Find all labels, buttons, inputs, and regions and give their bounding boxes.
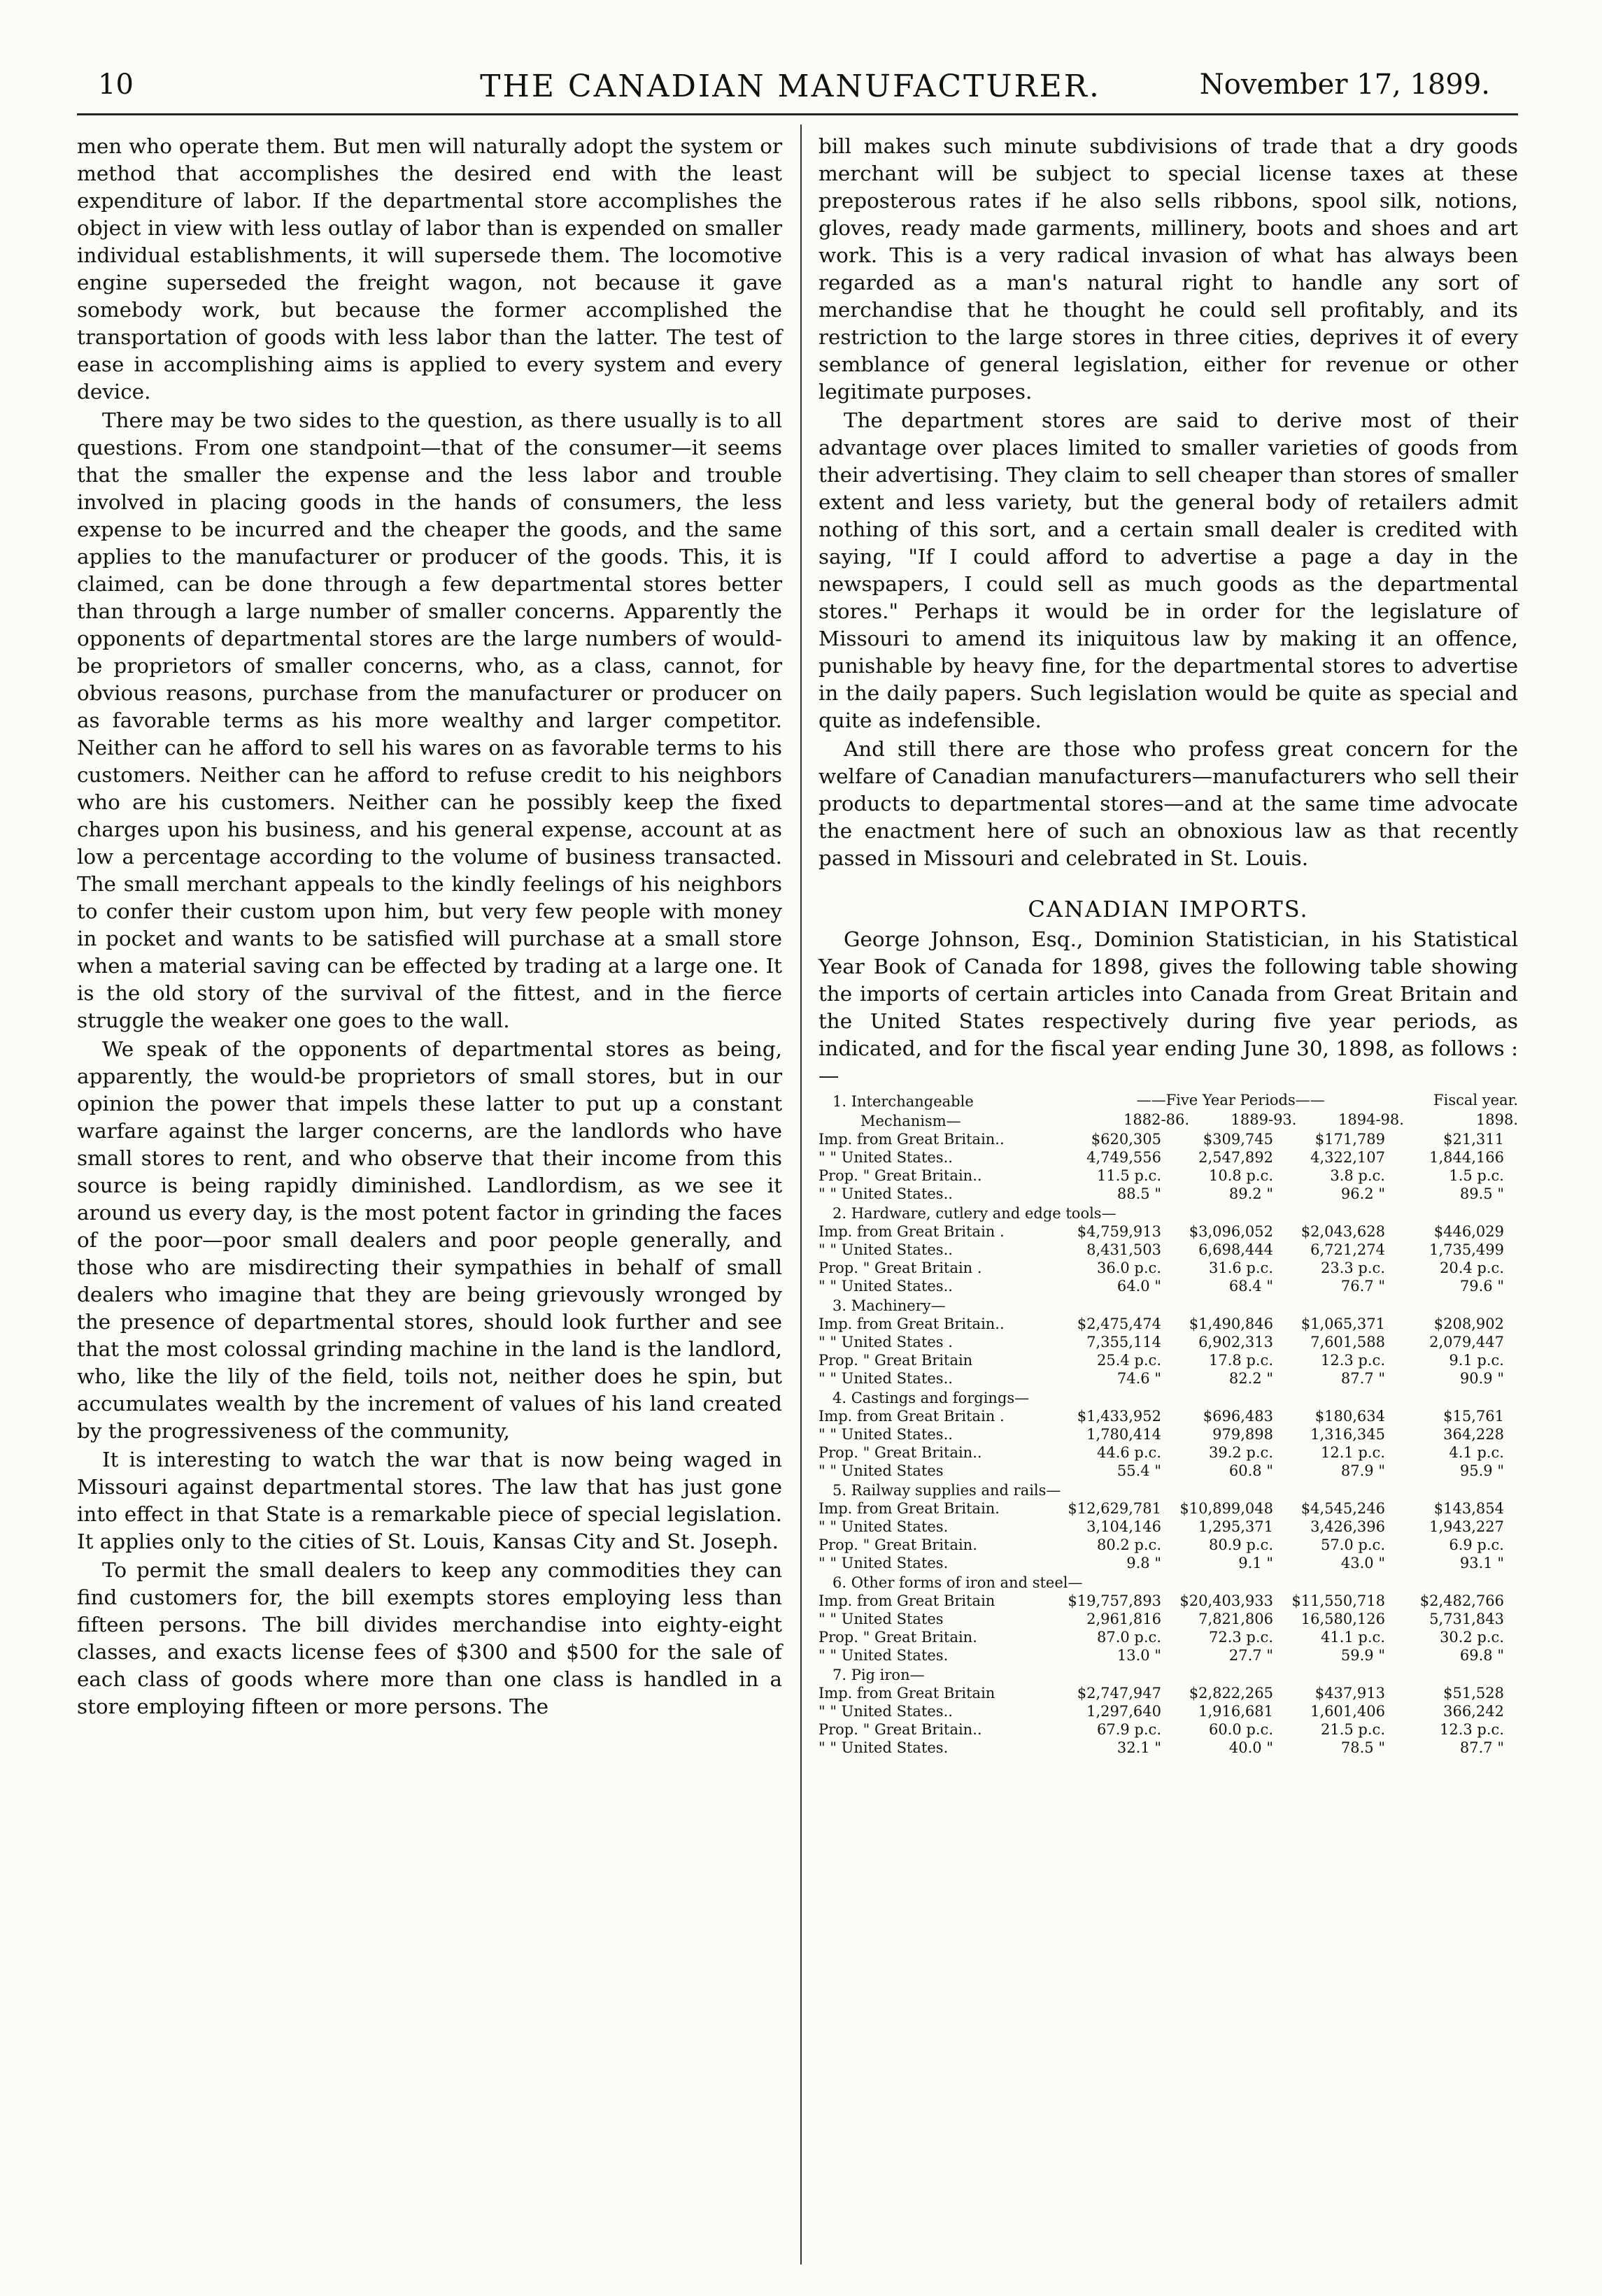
table-cell: 95.9 "	[1459, 1462, 1504, 1479]
row-label: " " United States.	[818, 1518, 949, 1535]
table-cell: 72.3 p.c.	[1209, 1629, 1273, 1646]
table-cell: $446,029	[1433, 1223, 1504, 1240]
row-label: Prop. " Great Britain.	[818, 1536, 977, 1553]
table-cell: $208,902	[1433, 1315, 1504, 1332]
table-cell: 25.4 p.c.	[1097, 1352, 1161, 1369]
table-row	[818, 1222, 1518, 1241]
row-label: Imp. from Great Britain .	[818, 1408, 1005, 1425]
table-cell: 3.8 p.c.	[1330, 1167, 1385, 1184]
table-cell: 67.9 p.c.	[1097, 1721, 1161, 1738]
table-row	[818, 1277, 1518, 1295]
table-cell: 27.7 "	[1228, 1647, 1273, 1664]
category-heading: 3. Machinery—	[832, 1297, 946, 1314]
table-cell: $1,433,952	[1077, 1408, 1161, 1425]
category-heading: 6. Other forms of iron and steel—	[832, 1574, 1083, 1591]
table-cell: 23.3 p.c.	[1321, 1260, 1385, 1276]
table-row	[818, 1720, 1518, 1739]
table-cell: 40.0 "	[1228, 1739, 1273, 1756]
table-cell: 59.9 "	[1340, 1647, 1385, 1664]
article-paragraph: bill makes such minute subdivisions of trade that a dry goods merchant will be subject to special license taxes at these preposterous rates if he also sells ribbons, spool silk, notions, gloves, ready made garments, millinery, boots and shoes and art work. This is a very radical invasion of what has always been regarded as a man's natural right to handle any sort of merchandise that he thought he could sell profitably, and its restriction to the large stores in three cities, deprives it of every semblance of general legislation, either for revenue or other legitimate purposes.	[818, 134, 1518, 404]
table-cell: 41.1 p.c.	[1321, 1629, 1385, 1646]
table-cell: $19,757,893	[1068, 1592, 1161, 1609]
table-cell: $696,483	[1203, 1408, 1273, 1425]
table-row	[818, 1369, 1518, 1388]
table-row	[818, 1499, 1518, 1518]
table-cell: 1,916,681	[1198, 1703, 1273, 1720]
table-cell: 364,228	[1443, 1426, 1504, 1443]
row-label: Imp. from Great Britain .	[818, 1223, 1005, 1240]
article-paragraph: men who operate them. But men will naturally adopt the system or method that accomplishes the desired end with the least expenditure of labor. If the departmental store accomplishes the object in view with less outlay of labor than is expended on smaller individual establishments, it will supersede them. The locomotive engine superseded the freight wagon, not because it gave somebody work, but because the former accomplished the transportation of goods with less labor than the latter. The test of ease in accomplishing aims is applied to every system and every device.	[77, 134, 782, 404]
table-row	[818, 1333, 1518, 1351]
table-cell: 17.8 p.c.	[1209, 1352, 1273, 1369]
category-heading: 2. Hardware, cutlery and edge tools—	[832, 1205, 1117, 1222]
table-cell: 4.1 p.c.	[1449, 1444, 1504, 1461]
table-cell: $11,550,718	[1291, 1592, 1385, 1609]
row-label: " " United States..	[818, 1241, 953, 1258]
table-cell: 12.1 p.c.	[1321, 1444, 1385, 1461]
table-cell: 55.4 "	[1117, 1462, 1161, 1479]
table-row	[818, 1739, 1518, 1757]
table-cell: 366,242	[1443, 1703, 1504, 1720]
table-cell: 7,821,806	[1198, 1611, 1273, 1627]
table-cell: 1.5 p.c.	[1449, 1167, 1504, 1184]
imports-intro: George Johnson, Esq., Dominion Statistician, in his Statistical Year Book of Canada for 1898, gives the following table showing the imports of certain articles into Canada from Great Britain and the United States respectively during five year periods, as indicated, and for the fiscal year ending June 30, 1898, as follows :—	[818, 927, 1518, 1088]
table-row	[818, 1592, 1518, 1610]
article-paragraph: And still there are those who profess great concern for the welfare of Canadian manufacturers—manufacturers who sell their products to departmental stores—and at the same time advocate the enactment here of such an obnoxious law as that recently passed in Missouri and celebrated in St. Louis.	[818, 737, 1518, 870]
imports-table	[818, 1091, 1518, 1757]
table-cell: 78.5 "	[1340, 1739, 1385, 1756]
header-rule	[77, 113, 1518, 115]
table-cell: 2,079,447	[1429, 1334, 1504, 1350]
table-row	[818, 1462, 1518, 1480]
table-row	[818, 1536, 1518, 1554]
table-row	[818, 1241, 1518, 1259]
table-cell: 43.0 "	[1340, 1555, 1385, 1571]
table-cell: 2,547,892	[1198, 1149, 1273, 1166]
table-row	[818, 1185, 1518, 1203]
table-cell: 5,731,843	[1429, 1611, 1504, 1627]
row-label: " " United States.	[818, 1739, 949, 1756]
article-paragraph: The department stores are said to derive most of their advantage over places limited to smaller varieties of goods from their advertising. They claim to sell cheaper than stores of smaller extent and less variety, but the general body of retailers admit nothing of this sort, and a certain small dealer is credited with saying, "If I could afford to advertise a page a day in the newspapers, I could sell as much goods as the departmental stores." Perhaps it would be in order for the legislature of Missouri to amend its iniquitous law by making it an offence, punishable by heavy fine, for the departmental stores to advertise in the daily papers. Such legislation would be quite as special and quite as indefensible.	[818, 408, 1518, 732]
table-cell: $21,311	[1443, 1131, 1504, 1148]
table-cell: $4,545,246	[1300, 1500, 1385, 1517]
table-cell: 57.0 p.c.	[1321, 1536, 1385, 1553]
row-label: " " United States..	[818, 1278, 953, 1295]
period-group-header: ——Five Year Periods——	[1136, 1092, 1325, 1108]
row-label: Prop. " Great Britain.	[818, 1629, 977, 1646]
table-cell: 87.0 p.c.	[1097, 1629, 1161, 1646]
table-cell: 39.2 p.c.	[1209, 1444, 1273, 1461]
table-cell: $10,899,048	[1179, 1500, 1273, 1517]
table-cell: $180,634	[1314, 1408, 1385, 1425]
table-cell: 60.0 p.c.	[1209, 1721, 1273, 1738]
issue-date: November 17, 1899.	[1199, 69, 1490, 101]
table-cell: 89.2 "	[1228, 1185, 1273, 1202]
table-cell: $309,745	[1203, 1131, 1273, 1148]
table-cell: 64.0 "	[1117, 1278, 1161, 1295]
table-cell: $171,789	[1314, 1131, 1385, 1148]
table-cell: 11.5 p.c.	[1097, 1167, 1161, 1184]
row-label: " " United States..	[818, 1185, 953, 1202]
table-row	[818, 1407, 1518, 1425]
table-cell: 1,316,345	[1310, 1426, 1385, 1443]
table-row	[818, 1148, 1518, 1167]
table-cell: $51,528	[1443, 1685, 1504, 1702]
table-row	[818, 1610, 1518, 1628]
period-header: 1894-98.	[1338, 1111, 1404, 1128]
table-row	[818, 1167, 1518, 1185]
table-cell: 8,431,503	[1086, 1241, 1161, 1258]
table-cell: $1,490,846	[1189, 1315, 1273, 1332]
table-cell: $2,482,766	[1419, 1592, 1504, 1609]
table-cell: 68.4 "	[1228, 1278, 1273, 1295]
table-cell: 74.6 "	[1117, 1370, 1161, 1387]
row-label: Imp. from Great Britain..	[818, 1315, 1005, 1332]
table-cell: 9.1 p.c.	[1449, 1352, 1504, 1369]
right-column	[818, 133, 1518, 1757]
table-cell: 21.5 p.c.	[1321, 1721, 1385, 1738]
table-cell: 93.1 "	[1459, 1555, 1504, 1571]
row-label: " " United States.	[818, 1555, 949, 1571]
left-column	[77, 133, 782, 1720]
table-cell: 3,426,396	[1310, 1518, 1385, 1535]
table-row	[818, 1628, 1518, 1646]
row-label: Prop. " Great Britain..	[818, 1721, 982, 1738]
row-label: Prop. " Great Britain .	[818, 1260, 982, 1276]
period-header: 1889-93.	[1231, 1111, 1297, 1128]
table-row	[818, 1259, 1518, 1277]
category-label: 1. Interchangeable	[832, 1093, 974, 1110]
table-row	[818, 1646, 1518, 1664]
table-cell: 44.6 p.c.	[1097, 1444, 1161, 1461]
table-cell: 979,898	[1212, 1426, 1273, 1443]
article-paragraph: There may be two sides to the question, as there usually is to all questions. From one standpoint—that of the consumer—it seems that the smaller the expense and the less labor and trouble involved in placing goods in the hands of consumers, the less expense to be incurred and the cheaper the goods, and the same applies to the manufacturer or producer of the goods. This, it is claimed, can be done through a few departmental stores better than through a large number of smaller concerns. Apparently the opponents of departmental stores are the large numbers of would-be proprietors of smaller concerns, who, as a class, cannot, for obvious reasons, purchase from the manufacturer or producer on as favorable terms as his more wealthy and larger competitor. Neither can he afford to sell his wares on as favorable terms to his customers. Neither can he afford to refuse credit to his neighbors who are his customers. Neither can he possibly keep the fixed charges upon his business, and his general expense, account at as low a percentage according to the volume of business transacted. The small merchant appeals to the kindly feelings of his neighbors to confer their custom upon him, but very few people with money in pocket and wants to be satisfied will purchase at a small store when a material saving can be effected by trading at a large one. It is the old story of the survival of the fittest, and in the fierce struggle the weaker one goes to the wall.	[77, 408, 782, 1032]
table-cell: 1,780,414	[1086, 1426, 1161, 1443]
publication-title: THE CANADIAN MANUFACTURER.	[480, 69, 1101, 104]
table-cell: $1,065,371	[1300, 1315, 1385, 1332]
table-cell: $15,761	[1443, 1408, 1504, 1425]
table-cell: 1,297,640	[1086, 1703, 1161, 1720]
table-cell: 36.0 p.c.	[1097, 1260, 1161, 1276]
category-heading: 4. Castings and forgings—	[832, 1390, 1030, 1406]
table-cell: 89.5 "	[1459, 1185, 1504, 1202]
table-cell: 88.5 "	[1117, 1185, 1161, 1202]
table-cell: 4,749,556	[1086, 1149, 1161, 1166]
table-cell: 6,698,444	[1198, 1241, 1273, 1258]
table-row	[818, 1684, 1518, 1702]
table-cell: 12.3 p.c.	[1321, 1352, 1385, 1369]
row-label: Imp. from Great Britain.	[818, 1500, 1000, 1517]
table-cell: 7,355,114	[1086, 1334, 1161, 1350]
table-cell: $2,747,947	[1077, 1685, 1161, 1702]
table-cell: $3,096,052	[1189, 1223, 1273, 1240]
imports-body	[818, 1130, 1518, 1757]
table-cell: 6,721,274	[1310, 1241, 1385, 1258]
table-cell: 80.2 p.c.	[1097, 1536, 1161, 1553]
section-title: CANADIAN IMPORTS.	[1028, 896, 1309, 922]
row-label: " " United States .	[818, 1334, 953, 1350]
row-label: Imp. from Great Britain..	[818, 1131, 1005, 1148]
table-cell: 9.1 "	[1238, 1555, 1273, 1571]
table-cell: 87.9 "	[1340, 1462, 1385, 1479]
category-heading: 5. Railway supplies and rails—	[832, 1482, 1061, 1499]
table-cell: 10.8 p.c.	[1209, 1167, 1273, 1184]
table-cell: 1,943,227	[1429, 1518, 1504, 1535]
table-cell: $2,475,474	[1077, 1315, 1161, 1332]
table-row	[818, 1554, 1518, 1572]
table-cell: 9.8 "	[1126, 1555, 1161, 1571]
table-cell: 32.1 "	[1117, 1739, 1161, 1756]
article-paragraph: It is interesting to watch the war that is now being waged in Missouri against departmental stores. The law that has just gone into effect in that State is a remarkable piece of special legislation. It applies only to the cities of St. Louis, Kansas City and St. Joseph.	[77, 1448, 782, 1553]
table-cell: 96.2 "	[1340, 1185, 1385, 1202]
table-cell: 87.7 "	[1459, 1739, 1504, 1756]
table-cell: $20,403,933	[1179, 1592, 1273, 1609]
page-number: 10	[98, 69, 134, 101]
table-cell: $620,305	[1091, 1131, 1161, 1148]
table-row	[818, 1315, 1518, 1333]
table-cell: 1,601,406	[1310, 1703, 1385, 1720]
table-cell: $2,043,628	[1300, 1223, 1385, 1240]
row-label: Prop. " Great Britain	[818, 1352, 973, 1369]
article-paragraph: We speak of the opponents of departmental stores as being, apparently, the would-be proprietors of small stores, but in our opinion the power that impels these latter to put up a constant warfare against the larger concerns, are the landlords who have small stores to rent, and who observe that their income from this source is being rapidly diminished. Landlordism, as we see it around us every day, is the most potent factor in grinding the faces of the poor—poor small dealers and poor people generally, and those who are misdirecting their sympathies in behalf of small dealers who imagine that they are being grievously wronged by the presence of departmental stores, should look further and see that the most colossal grinding machine in the land is the landlord, who, like the lily of the field, toils not, neither does he spin, but accumulates wealth by the increment of values of his land created by the progressiveness of the community,	[77, 1037, 782, 1443]
table-row	[818, 1130, 1518, 1148]
table-row	[818, 1443, 1518, 1462]
row-label: " " United States..	[818, 1426, 953, 1443]
row-label: " " United States	[818, 1462, 944, 1479]
table-cell: 1,295,371	[1198, 1518, 1273, 1535]
table-cell: $437,913	[1314, 1685, 1385, 1702]
table-cell: $143,854	[1433, 1500, 1504, 1517]
category-label-cont: Mechanism—	[860, 1113, 961, 1129]
table-cell: 87.7 "	[1340, 1370, 1385, 1387]
row-label: " " United States.	[818, 1647, 949, 1664]
table-cell: 12.3 p.c.	[1440, 1721, 1504, 1738]
table-cell: 1,735,499	[1429, 1241, 1504, 1258]
row-label: Imp. from Great Britain	[818, 1685, 995, 1702]
table-header-row	[818, 1091, 1518, 1111]
table-cell: 30.2 p.c.	[1440, 1629, 1504, 1646]
table-cell: 31.6 p.c.	[1209, 1260, 1273, 1276]
row-label: " " United States..	[818, 1703, 953, 1720]
table-cell: $4,759,913	[1077, 1223, 1161, 1240]
table-row	[818, 1425, 1518, 1443]
period-header: 1898.	[1475, 1111, 1518, 1128]
period-header: 1882-86.	[1123, 1111, 1189, 1128]
row-label: " " United States	[818, 1611, 944, 1627]
table-cell: 16,580,126	[1300, 1611, 1385, 1627]
table-cell: 20.4 p.c.	[1440, 1260, 1504, 1276]
fiscal-header: Fiscal year.	[1433, 1092, 1519, 1108]
table-cell: 4,322,107	[1310, 1149, 1385, 1166]
table-cell: $12,629,781	[1068, 1500, 1161, 1517]
table-cell: 79.6 "	[1459, 1278, 1504, 1295]
table-row	[818, 1702, 1518, 1720]
table-cell: 7,601,588	[1310, 1334, 1385, 1350]
table-cell: 6,902,313	[1198, 1334, 1273, 1350]
row-label: Prop. " Great Britain..	[818, 1167, 982, 1184]
table-cell: $2,822,265	[1189, 1685, 1273, 1702]
table-cell: 13.0 "	[1117, 1647, 1161, 1664]
table-cell: 80.9 p.c.	[1209, 1536, 1273, 1553]
column-divider	[800, 124, 802, 2265]
table-cell: 2,961,816	[1086, 1611, 1161, 1627]
row-label: " " United States..	[818, 1149, 953, 1166]
table-cell: 6.9 p.c.	[1449, 1536, 1504, 1553]
page-header	[91, 69, 1490, 104]
table-cell: 90.9 "	[1459, 1370, 1504, 1387]
table-header-row	[818, 1111, 1518, 1130]
table-row	[818, 1518, 1518, 1536]
table-cell: 82.2 "	[1228, 1370, 1273, 1387]
table-cell: 76.7 "	[1340, 1278, 1385, 1295]
row-label: Imp. from Great Britain	[818, 1592, 995, 1609]
category-heading: 7. Pig iron—	[832, 1667, 925, 1683]
table-row	[818, 1351, 1518, 1369]
table-cell: 60.8 "	[1228, 1462, 1273, 1479]
row-label: " " United States..	[818, 1370, 953, 1387]
table-cell: 3,104,146	[1086, 1518, 1161, 1535]
table-cell: 1,844,166	[1429, 1149, 1504, 1166]
row-label: Prop. " Great Britain..	[818, 1444, 982, 1461]
table-cell: 69.8 "	[1459, 1647, 1504, 1664]
article-paragraph: To permit the small dealers to keep any commodities they can find customers for, the bill exempts stores employing less than fifteen persons. The bill divides merchandise into eighty-eight classes, and exacts license fees of $300 and $500 for the sale of each class of goods where more than one class is handled in a store employing fifteen or more persons. The	[77, 1558, 782, 1718]
